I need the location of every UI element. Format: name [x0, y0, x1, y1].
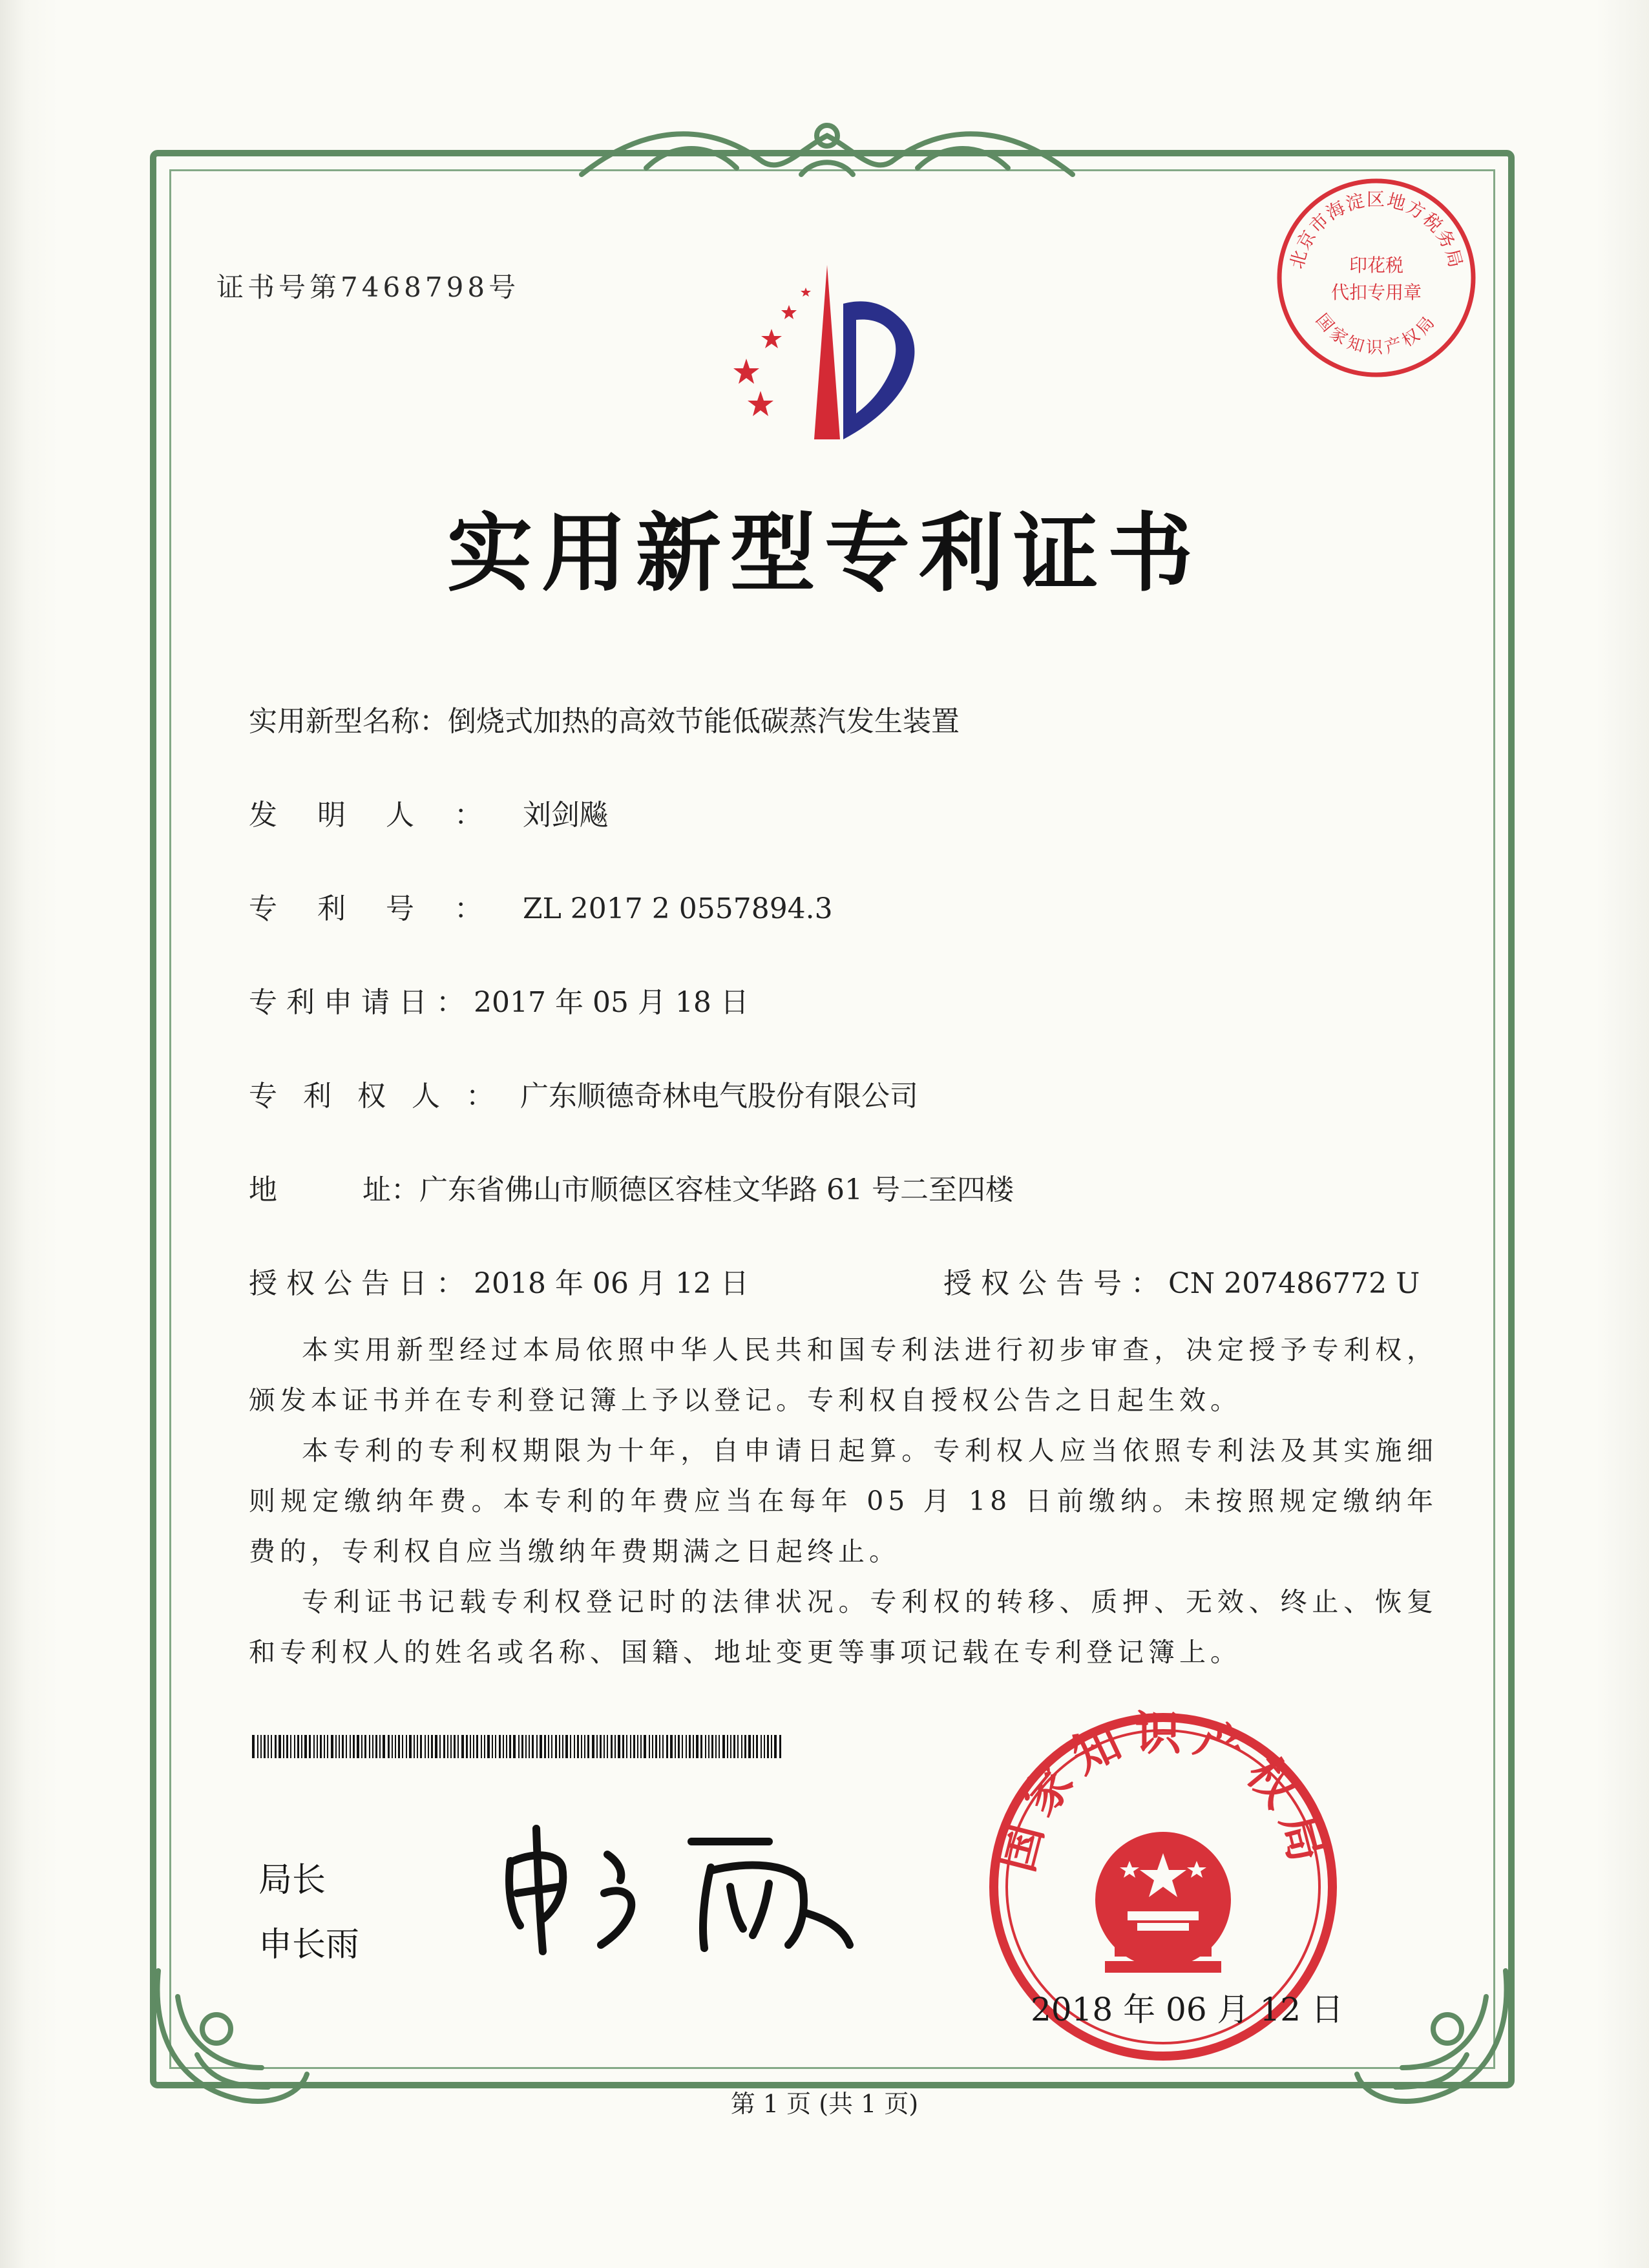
barcode-bar: [304, 1735, 307, 1758]
barcode-bar: [670, 1735, 673, 1758]
barcode-bar: [414, 1735, 415, 1758]
barcode-bar: [428, 1735, 429, 1758]
barcode-bar: [604, 1735, 605, 1758]
barcode-bar: [675, 1735, 676, 1758]
barcode-bar: [633, 1735, 635, 1758]
barcode-bar: [290, 1735, 291, 1758]
barcode-bar: [431, 1735, 433, 1758]
barcode-bar: [748, 1735, 751, 1758]
barcode-bar: [417, 1735, 418, 1758]
barcode-bar: [611, 1735, 613, 1758]
body-paragraph: 本专利的专利权期限为十年，自申请日起算。专利权人应当依照专利法及其实施细则规定缴纳年费。本专利的年费应当在每年 05 月 18 日前缴纳。未按照规定缴纳年费的，专利权自应当缴纳年费期满之日起终止。: [249, 1435, 1438, 1567]
barcode-bar: [357, 1735, 359, 1758]
body-paragraph: 专利证书记载专利权登记时的法律状况。专利权的转移、质押、无效、终止、恢复和专利权人的姓名或名称、国籍、地址变更等事项记载在专利登记簿上。: [249, 1586, 1438, 1668]
barcode-bar: [562, 1735, 563, 1758]
grant-number-label: 授权公告号：: [943, 1267, 1168, 1300]
inventor-value: 刘剑飚: [523, 799, 608, 832]
filing-date-value: 2017 年 05 月 18 日: [474, 986, 749, 1019]
patent-number-value: ZL 2017 2 0557894.3: [523, 892, 833, 925]
barcode-bar: [392, 1735, 393, 1758]
barcode-bar: [495, 1735, 496, 1758]
barcode-bar: [614, 1735, 616, 1758]
barcode-bar: [346, 1735, 347, 1758]
barcode-bar: [509, 1735, 511, 1758]
tax-seal-text: 北京市海淀区地方税务局: [1285, 189, 1467, 271]
barcode-bar: [257, 1735, 258, 1758]
grant-date-value: 2018 年 06 月 12 日: [474, 1267, 749, 1300]
cnipa-emblem-icon: [711, 258, 969, 452]
barcode-bar: [395, 1735, 396, 1758]
barcode-bar: [439, 1735, 441, 1758]
barcode-bar: [402, 1735, 403, 1758]
utility-model-name: [249, 698, 960, 739]
barcode-bar: [719, 1735, 720, 1758]
barcode-bar: [689, 1735, 691, 1758]
inventor-label: 发明人：: [249, 799, 523, 832]
barcode-bar: [283, 1735, 284, 1758]
barcode-bar: [532, 1735, 534, 1758]
barcode-bar: [779, 1735, 781, 1758]
barcode-bar: [622, 1735, 624, 1758]
barcode-bar: [324, 1735, 325, 1758]
grant-number: [943, 1260, 1420, 1301]
barcode-bar: [587, 1735, 589, 1758]
grant-number-value: CN 207486772 U: [1168, 1267, 1420, 1300]
barcode-bar: [342, 1735, 344, 1758]
tax-seal-inner-2: 代扣专用章: [1330, 282, 1422, 303]
barcode-bar: [457, 1735, 459, 1758]
certificate-number: [216, 266, 520, 305]
barcode-bar: [722, 1735, 725, 1758]
certificate-body: [249, 1325, 1438, 1677]
barcode-bar: [260, 1735, 262, 1758]
barcode-bar: [774, 1735, 777, 1758]
barcode-bar: [350, 1735, 351, 1758]
patentee-value: 广东顺德奇林电气股份有限公司: [520, 1080, 918, 1113]
barcode-bar: [693, 1735, 694, 1758]
body-paragraph: 本实用新型经过本局依照中华人民共和国专利法进行初步审查，决定授予专利权，颁发本证书并在专利登记簿上予以登记。专利权自授权公告之日起生效。: [249, 1334, 1438, 1416]
barcode-bar: [607, 1735, 608, 1758]
barcode-bar: [525, 1735, 527, 1758]
barcode-bar: [297, 1735, 299, 1758]
barcode-bar: [425, 1735, 426, 1758]
barcode-bar: [700, 1735, 702, 1758]
barcode-bar: [711, 1735, 713, 1758]
svg-text:国家知识产权局: [1312, 310, 1441, 357]
barcode-bar: [771, 1735, 772, 1758]
barcode-bar: [473, 1735, 474, 1758]
barcode-bar: [476, 1735, 478, 1758]
grant-date-label: 授权公告日：: [249, 1267, 474, 1300]
barcode-bar: [335, 1735, 337, 1758]
barcode-bar: [470, 1735, 471, 1758]
certificate-number-suffix: 号: [488, 271, 520, 303]
barcode-bar: [492, 1735, 493, 1758]
top-ornament-icon: [569, 110, 1086, 194]
utility-model-name-label: 实用新型名称：: [249, 705, 448, 738]
barcode-bar: [753, 1735, 754, 1758]
director-block: [258, 1848, 359, 1977]
barcode-bar: [764, 1735, 765, 1758]
barcode-bar: [592, 1735, 594, 1758]
barcode-bar: [503, 1735, 504, 1758]
address-value: 广东省佛山市顺德区容桂文华路 61 号二至四楼: [419, 1173, 1014, 1206]
barcode-bar: [383, 1735, 385, 1758]
barcode-bar: [487, 1735, 490, 1758]
barcode-bar: [313, 1735, 315, 1758]
barcode-bar: [286, 1735, 288, 1758]
barcode-bar: [548, 1735, 549, 1758]
barcode-bar: [294, 1735, 295, 1758]
barcode-bar: [536, 1735, 538, 1758]
barcode-bar: [275, 1735, 277, 1758]
barcode-bar: [544, 1735, 546, 1758]
barcode-bar: [570, 1735, 571, 1758]
page-indicator: 第 1 页 (共 1 页): [730, 2090, 919, 2118]
director-signature-icon: [498, 1816, 859, 1958]
barcode-bar: [339, 1735, 340, 1758]
barcode-bar: [513, 1735, 516, 1758]
barcode-bar: [320, 1735, 322, 1758]
certificate-number-value: 7468798: [341, 271, 489, 303]
director-title: 局长: [258, 1861, 326, 1900]
inventor: [249, 792, 608, 833]
barcode-bar: [682, 1735, 683, 1758]
barcode-bar: [364, 1735, 366, 1758]
barcode-bar: [727, 1735, 728, 1758]
barcode-bar: [756, 1735, 758, 1758]
barcode-bar: [369, 1735, 370, 1758]
barcode-bar: [540, 1735, 542, 1758]
tax-seal-bottom-text: 国家知识产权局: [1311, 310, 1442, 358]
barcode-bar: [372, 1735, 373, 1758]
barcode-bar: [317, 1735, 318, 1758]
barcode-bar: [737, 1735, 739, 1758]
barcode-bar: [375, 1735, 377, 1758]
patentee: [249, 1073, 918, 1114]
barcode-bar: [662, 1735, 664, 1758]
certificate-title: 实用新型专利证书: [447, 503, 1202, 604]
grant-date: [249, 1260, 749, 1301]
utility-model-name-value: 倒烧式加热的高效节能低碳蒸汽发生装置: [448, 705, 960, 738]
barcode-bar: [705, 1735, 706, 1758]
barcode-bar: [626, 1735, 627, 1758]
barcode-bar: [596, 1735, 598, 1758]
barcode-bar: [584, 1735, 585, 1758]
barcode-bar: [499, 1735, 501, 1758]
barcode-bar: [741, 1735, 742, 1758]
barcode-bar: [644, 1735, 646, 1758]
barcode-bar: [450, 1735, 452, 1758]
barcode-bar: [574, 1735, 575, 1758]
barcode-bar: [361, 1735, 362, 1758]
barcode-bar: [301, 1735, 302, 1758]
barcode-bar: [481, 1735, 482, 1758]
barcode-bar: [640, 1735, 642, 1758]
barcode-bar: [331, 1735, 333, 1758]
filing-date-label: 专利申请日：: [249, 986, 474, 1019]
barcode-bar: [398, 1735, 400, 1758]
barcode-bar: [521, 1735, 523, 1758]
barcode-bar: [406, 1735, 407, 1758]
barcode-bar: [271, 1735, 272, 1758]
barcode-bar: [268, 1735, 269, 1758]
director-name: 申长雨: [258, 1926, 360, 1964]
barcode-bar: [761, 1735, 762, 1758]
barcode-bar: [461, 1735, 464, 1758]
barcode-bar: [529, 1735, 530, 1758]
barcode-bar: [708, 1735, 709, 1758]
barcode-bar: [565, 1735, 568, 1758]
filing-date: [249, 979, 749, 1020]
address: [249, 1166, 1014, 1208]
barcode-bar: [454, 1735, 456, 1758]
barcode-bar: [409, 1735, 412, 1758]
barcode-bar: [600, 1735, 602, 1758]
barcode-bar: [466, 1735, 468, 1758]
seal-date: 2018 年 06 月 12 日: [1031, 1991, 1343, 2028]
certificate-number-label: 证书号第: [216, 271, 341, 303]
barcode-bar: [744, 1735, 746, 1758]
barcode-bar: [551, 1735, 552, 1758]
patent-number: [249, 885, 833, 927]
seal-text: 国家知识产权局: [988, 1706, 1338, 1877]
barcode-bar: [715, 1735, 717, 1758]
barcode-bar: [353, 1735, 355, 1758]
barcode-bar: [730, 1735, 731, 1758]
barcode-bar: [252, 1735, 255, 1758]
barcode-bar: [655, 1735, 657, 1758]
tax-seal-inner-1: 印花税: [1349, 255, 1404, 276]
barcode-bar: [733, 1735, 735, 1758]
barcode-bar: [618, 1735, 620, 1758]
barcode-bar: [630, 1735, 631, 1758]
barcode-bar: [767, 1735, 769, 1758]
patentee-label: 专利权人：: [249, 1080, 520, 1113]
barcode-bar: [649, 1735, 650, 1758]
barcode-bar: [555, 1735, 557, 1758]
barcode-bar: [666, 1735, 668, 1758]
patent-number-label: 专利号：: [249, 892, 523, 925]
barcode-bar: [447, 1735, 448, 1758]
barcode-bar: [443, 1735, 445, 1758]
barcode-bar: [327, 1735, 328, 1758]
barcode-bar: [420, 1735, 422, 1758]
barcode-bar: [581, 1735, 582, 1758]
barcode-icon: [252, 1735, 782, 1758]
barcode-bar: [559, 1735, 560, 1758]
barcode-bar: [309, 1735, 311, 1758]
barcode-bar: [388, 1735, 390, 1758]
barcode-bar: [435, 1735, 437, 1758]
barcode-bar: [506, 1735, 507, 1758]
barcode-bar: [577, 1735, 579, 1758]
barcode-bar: [637, 1735, 638, 1758]
barcode-bar: [652, 1735, 653, 1758]
barcode-bar: [659, 1735, 660, 1758]
barcode-bar: [686, 1735, 687, 1758]
address-label: 地 址：: [249, 1173, 419, 1206]
barcode-bar: [678, 1735, 680, 1758]
tax-stamp-seal-icon: [1273, 174, 1480, 381]
barcode-bar: [484, 1735, 485, 1758]
barcode-bar: [278, 1735, 281, 1758]
barcode-bar: [379, 1735, 381, 1758]
barcode-bar: [264, 1735, 266, 1758]
barcode-bar: [696, 1735, 698, 1758]
barcode-bar: [518, 1735, 520, 1758]
